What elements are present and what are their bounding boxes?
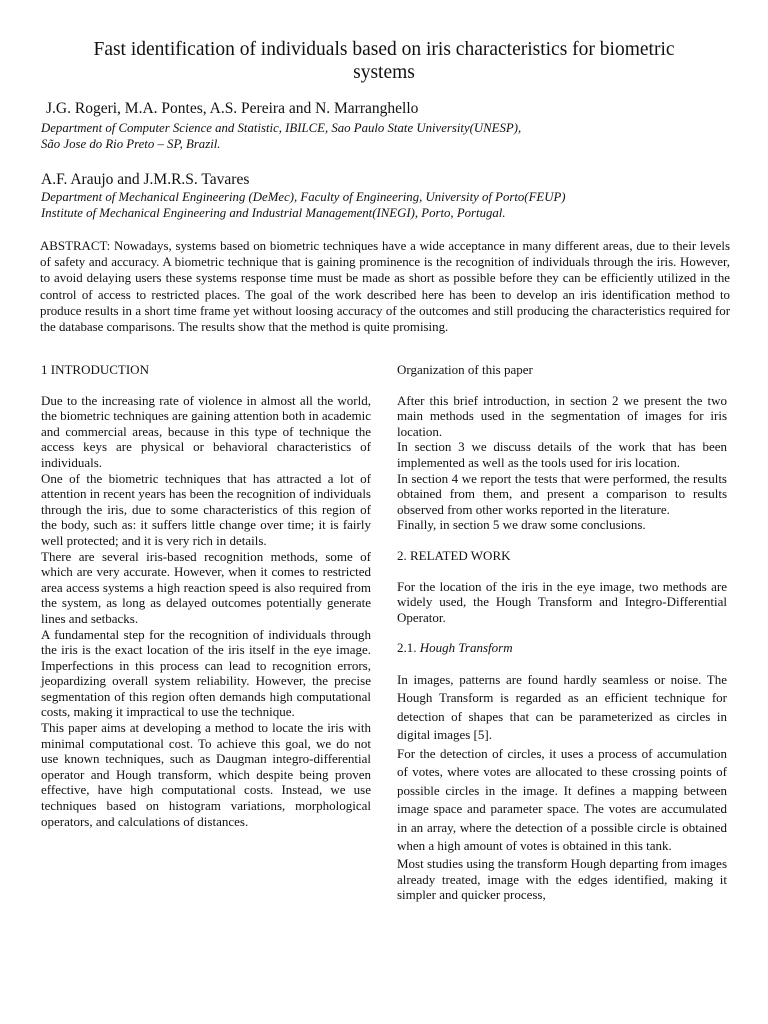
subsection-heading-hough (397, 640, 727, 656)
affiliation-line: São Jose do Rio Preto – SP, Brazil. (41, 137, 221, 151)
affiliation-2 (41, 189, 566, 221)
paragraph: One of the biometric techniques that has attracted a lot of attention in recent years has been the recognition of individuals through the iris, due to some characteristics of this region of the body, such as: it suffers little change over time; it is fairly well protected; and it is very rich in details. (41, 470, 371, 548)
paragraph: In images, patterns are found hardly seamless or noise. The Hough Transform is regarded as an efficient technique for detection of shapes that can be parameterized as circles in digital images [5]. (397, 671, 727, 743)
paragraph: After this brief introduction, in section 2 we present the two main methods used in the segmentation of images for iris location. (397, 392, 727, 439)
paragraph: For the detection of circles, it uses a process of accumulation of votes, where votes are allocated to these crossing points of possible circles in the image. It defines a mapping between image space and parameter space. The votes are accumulated in an array, where the detection of a possible circle is obtained when a high amount of votes is obtained in this tank. (397, 745, 727, 854)
affiliation-1 (41, 120, 521, 152)
paragraph: For the location of the iris in the eye image, two methods are widely used, the Hough Transform and Integro-Differential Operator. (397, 578, 727, 625)
author-list-1: J.G. Rogeri, M.A. Pontes, A.S. Pereira and N. Marranghello (46, 100, 419, 117)
affiliation-line: Department of Computer Science and Statistic, IBILCE, Sao Paulo State University(UNESP), (41, 121, 522, 135)
abstract: ABSTRACT: Nowadays, systems based on biometric techniques have a wide acceptance in many different areas, due to their levels of safety and accuracy. A biometric technique that is gaining prominence is the recognition of individuals through the iris. However, to avoid delaying users these systems response time must be made as short as possible before they can be efficiently utilized in the control of access to restricted places. The goal of the work described here has been to develop an iris identification method to produce results in a short time frame yet without loosing accuracy of the outcomes and still producing the characteristics required for the database comparisons. The results show that the method is quite promising. (40, 239, 730, 335)
paper-title: Fast identification of individuals based on iris characteristics for biometric systems (93, 39, 675, 83)
subsection-title: Hough Transform (419, 640, 513, 656)
paragraph: A fundamental step for the recognition of individuals through the iris is the exact location of the iris itself in the eye image. Imperfections in this process can lead to recognition errors, jeopardizing overall system reliability. However, the precise segmentation of this region often demands high computational costs, making it impractical to use the technique. (41, 626, 371, 720)
affiliation-line: Institute of Mechanical Engineering and Industrial Management(INEGI), Porto, Portugal. (41, 206, 506, 220)
paragraph: There are several iris-based recognition methods, some of which are very accurate. However, when it comes to restricted area access systems a high reaction speed is also required from the system, as long as delayed outcomes potentially generate lines and setbacks. (41, 548, 371, 626)
left-column (41, 362, 371, 829)
paragraph: In section 3 we discuss details of the work that has been implemented as well as the tools used for iris location. (397, 439, 727, 470)
subsection-number: 2.1. (397, 640, 417, 656)
section-heading-organization: Organization of this paper (397, 362, 533, 377)
paragraph: This paper aims at developing a method to locate the iris with minimal computational cost. To achieve this goal, we do not use known techniques, such as Daugman integro-differential operator and Hough transform, which despite being proven effective, have high computational costs. Instead, we use techniques based on histogram variations, morphological operators, and calculations of distances. (41, 720, 371, 829)
paragraph: Finally, in section 5 we draw some conclusions. (397, 517, 646, 533)
author-list-2: A.F. Araujo and J.M.R.S. Tavares (41, 171, 250, 188)
right-column (397, 362, 727, 903)
paragraph: Most studies using the transform Hough departing from images already treated, image with the edges identified, making it simpler and quicker process, (397, 855, 728, 903)
affiliation-line: Department of Mechanical Engineering (DeMec), Faculty of Engineering, University of Porto(FEUP) (41, 190, 566, 204)
section-heading-introduction: 1 INTRODUCTION (41, 362, 149, 377)
paragraph: Due to the increasing rate of violence in almost all the world, the biometric techniques are gaining attention both in academic and commercial areas, because in this type of technique the access keys are physical or behavioral characteristics of individuals. (41, 392, 371, 470)
section-heading-related-work: 2. RELATED WORK (397, 547, 511, 563)
paragraph: In section 4 we report the tests that were performed, the results obtained from them, and present a comparison to results observed from other works reported in the literature. (397, 470, 727, 517)
